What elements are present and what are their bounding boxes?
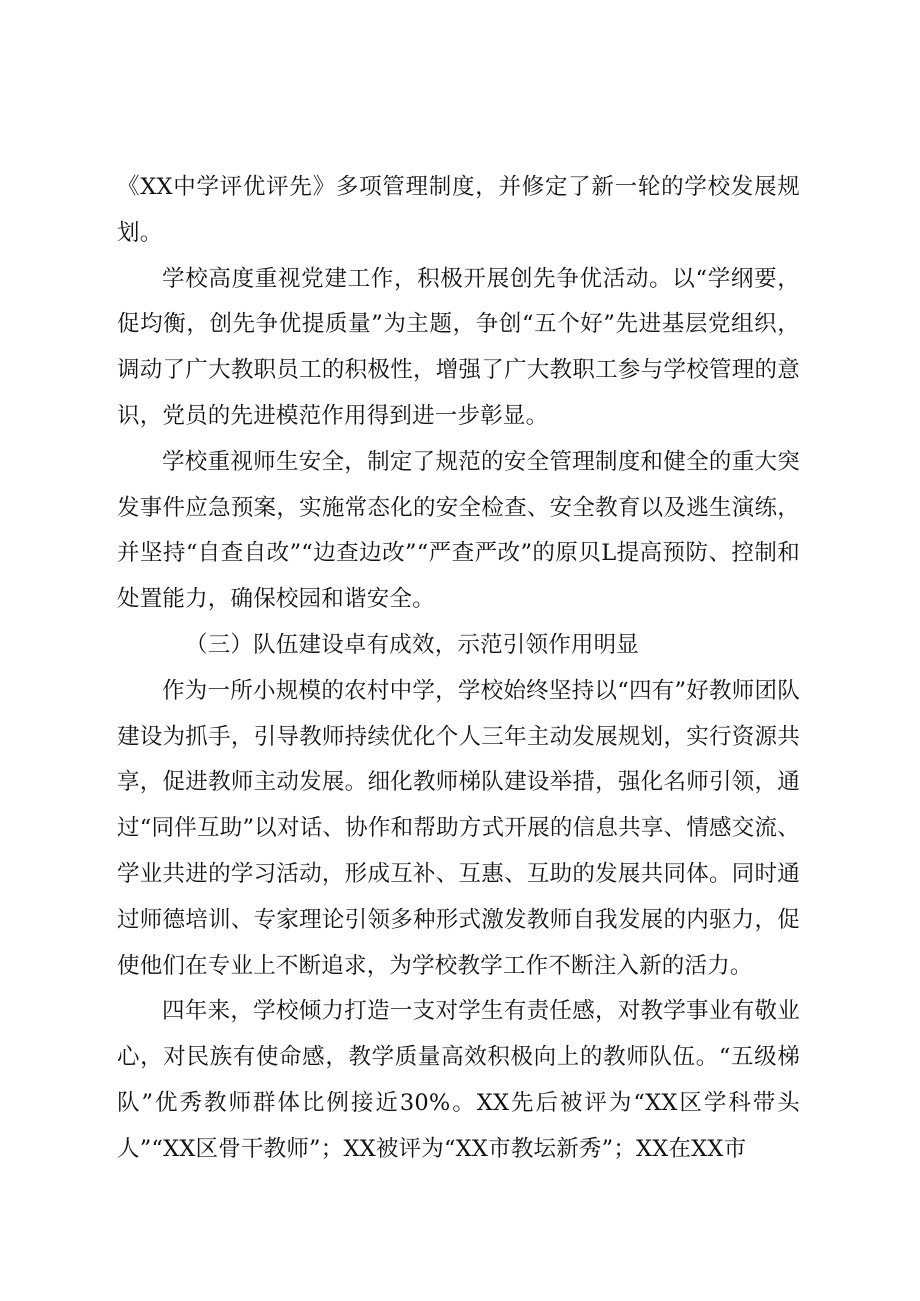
document-body — [117, 165, 800, 1173]
paragraph-rules-continued: 《XX中学评优评先》多项管理制度，并修定了新一轮的学校发展规划。 — [117, 174, 800, 246]
section-heading: （三）队伍建设卓有成效，示范引领作用明显 — [185, 631, 640, 658]
paragraph-party-building: 学校高度重视党建工作，积极开展创先争优活动。以“学纲要，促均衡，创先争优提质量”为主题，争创“五个好”先进基层党组织，调动了广大教职员工的积极性，增强了广大教职工参与学校管理的意识，党员的先进模范作用得到进一步彰显。 — [117, 265, 800, 429]
paragraph-campus-safety: 学校重视师生安全，制定了规范的安全管理制度和健全的重大突发事件应急预案，实施常态化的安全检查、安全教育以及逃生演练，并坚持“自查自改”“边查边改”“严查严改”的原贝L提高预防、控制和处置能力，确保校园和谐安全。 — [117, 448, 800, 613]
paragraph-four-years: 四年来，学校倾力打造一支对学生有责任感，对教学事业有敬业心，对民族有使命感，教学质量高效积极向上的教师队伍。“五级梯队”优秀教师群体比例接近30%。XX先后被评为“XX区学科带头人”“XX区骨干教师”；XX被评为“XX市教坛新秀”；XX在XX市 — [117, 998, 800, 1162]
paragraph-team-building: 作为一所小规模的农村中学，学校始终坚持以“四有”好教师团队建设为抓手，引导教师持续优化个人三年主动发展规划，实行资源共享，促进教师主动发展。细化教师梯队建设举措，强化名师引领，通过“同伴互助”以对话、协作和帮助方式开展的信息共享、情感交流、学业共进的学习活动，形成互补、互惠、互助的发展共同体。同时通过师德培训、专家理论引领多种形式激发教师自我发展的内驱力，促使他们在专业上不断追求，为学校教学工作不断注入新的活力。 — [117, 677, 800, 979]
